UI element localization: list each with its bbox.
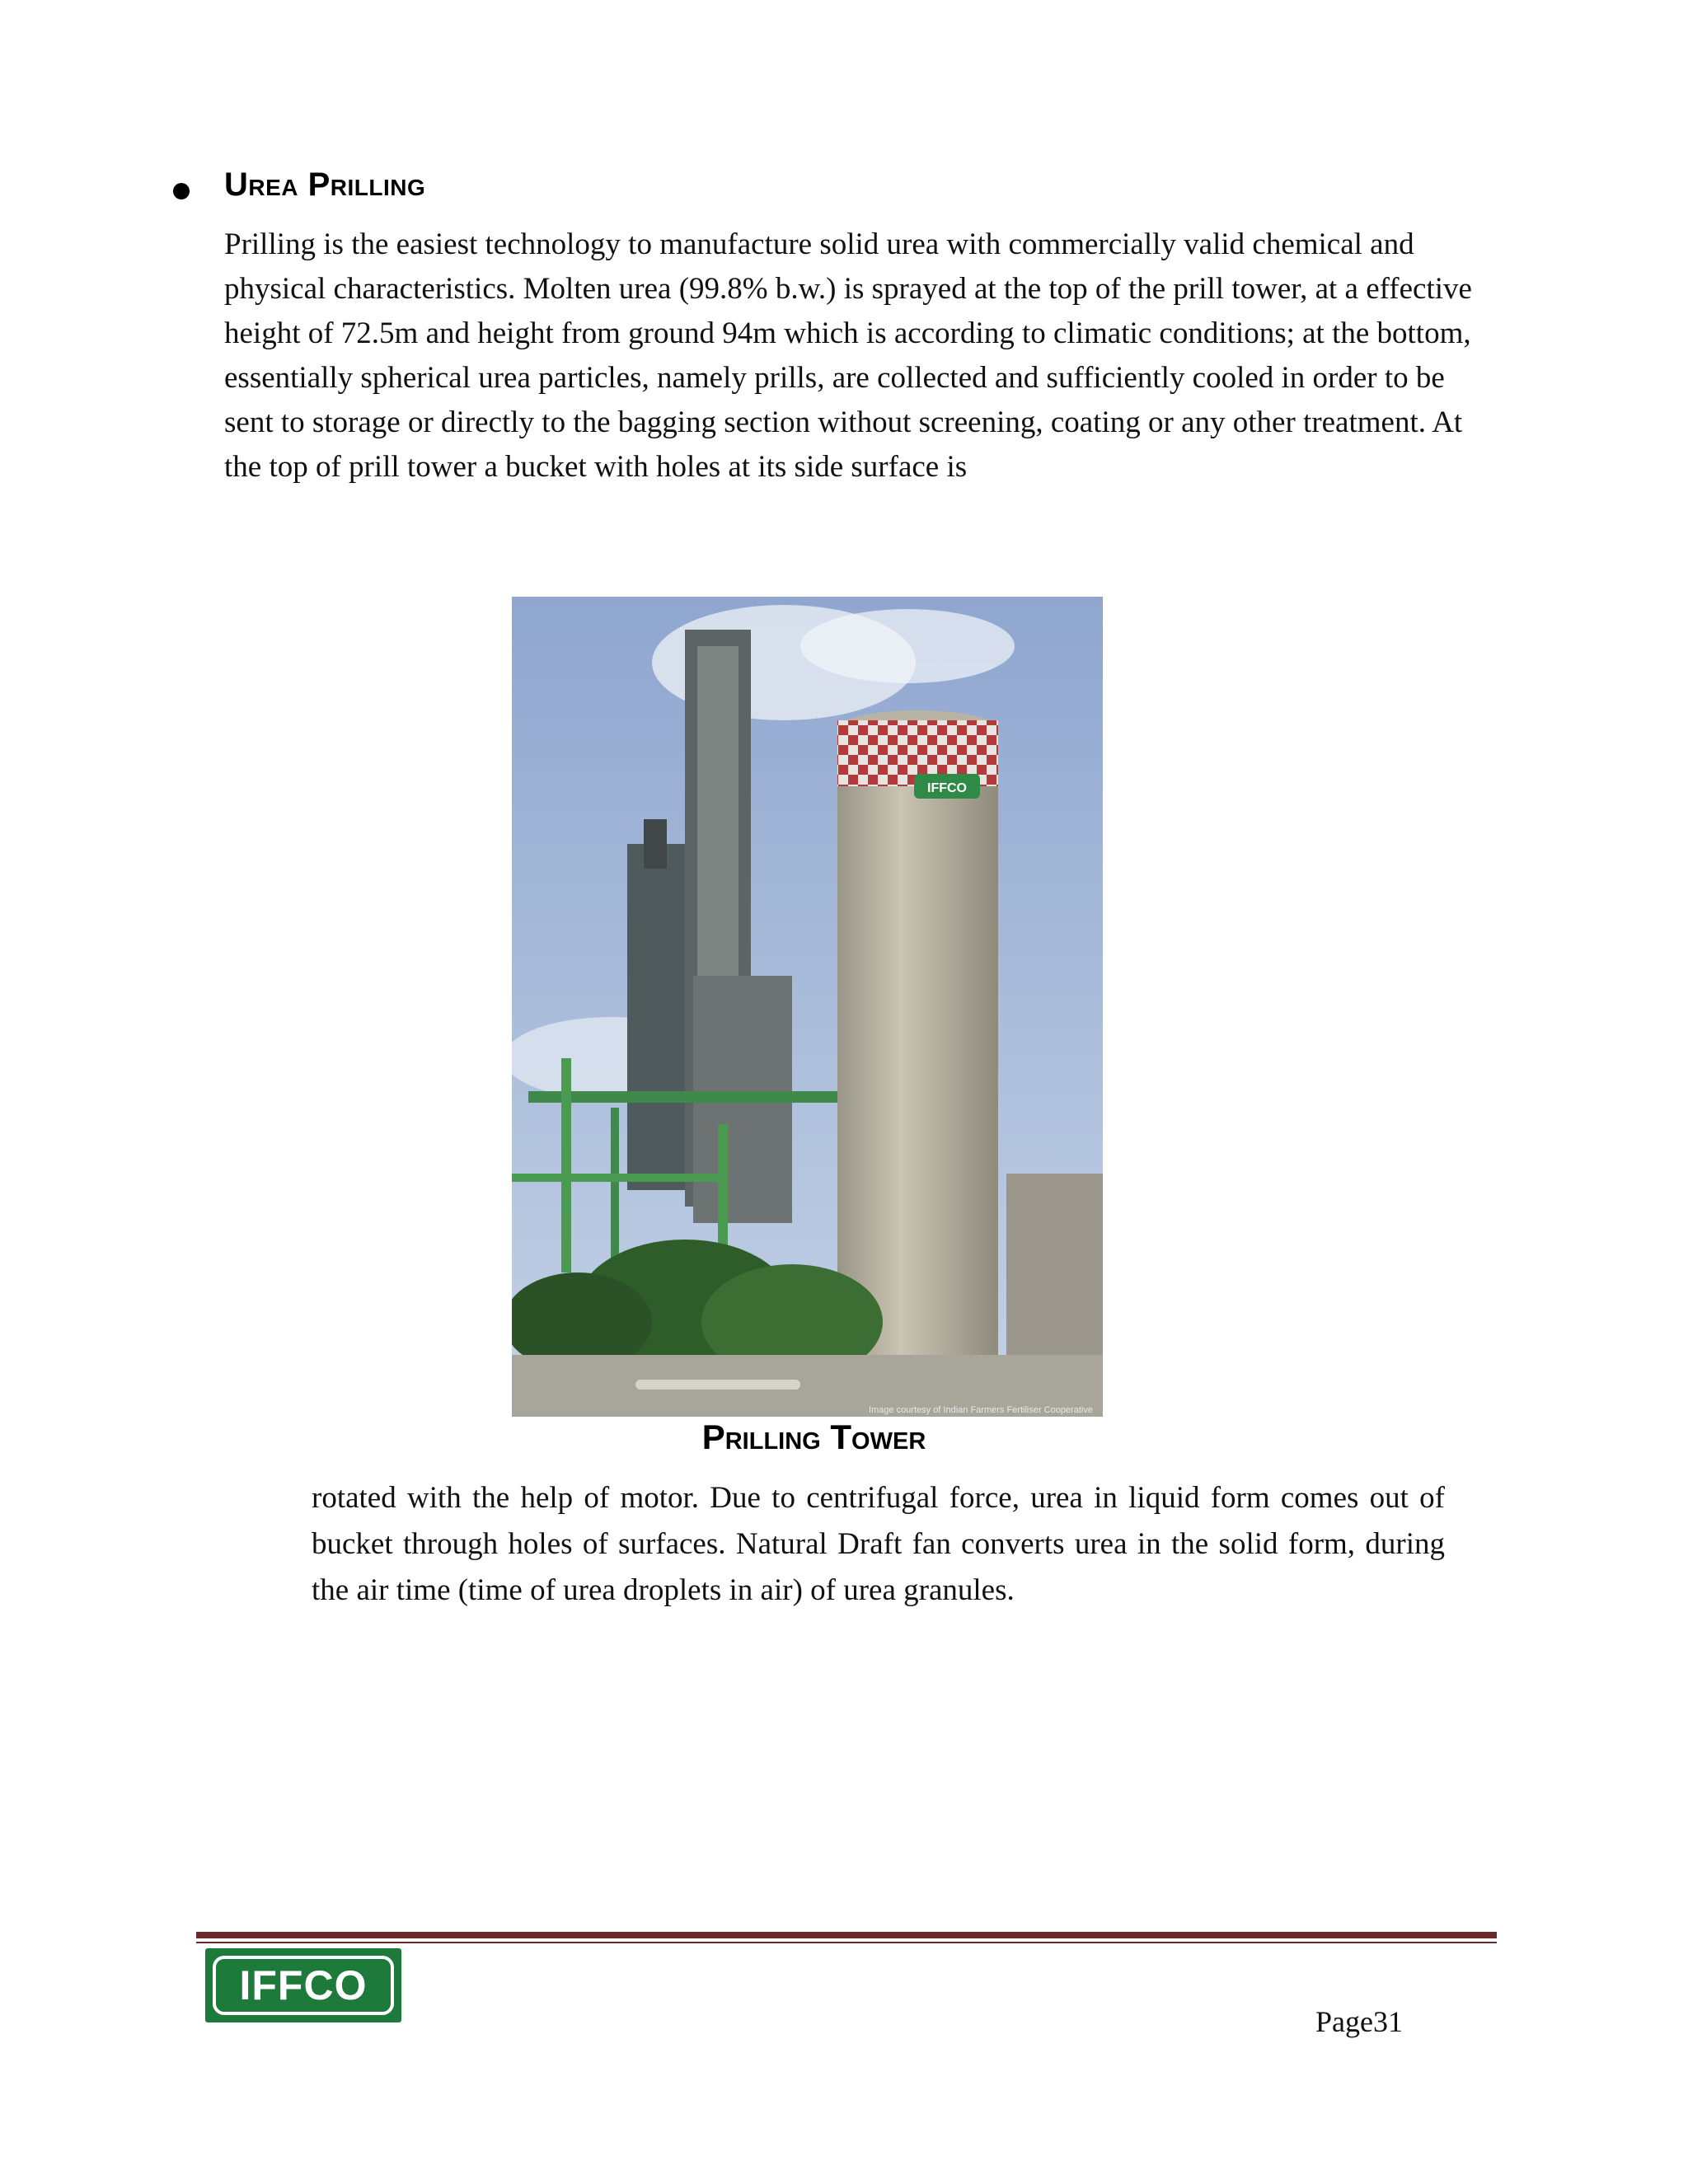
iffco-logo xyxy=(205,1948,401,2022)
section-heading: Urea Prilling xyxy=(224,166,426,203)
prilling-tower-photo xyxy=(512,597,1103,1417)
footer-rule-thin xyxy=(196,1942,1497,1943)
list-bullet xyxy=(173,183,190,199)
photo-credit: Image courtesy of Indian Farmers Fertiliser Cooperative xyxy=(868,1405,1093,1415)
intro-paragraph: Prilling is the easiest technology to manufacture solid urea with commercially valid chemical and physical characteristics. Molten urea (99.8% b.w.) is sprayed at the top of the prill tower, at a effective height of 72.5m and height from ground 94m which is according to climatic conditions; at the bottom, essentially spherical urea particles, namely prills, are collected and sufficiently cooled in order to be sent to storage or directly to the bagging section without screening, coating or any other treatment. At the top of prill tower a bucket with holes at its side surface is xyxy=(224,227,1472,484)
figure-caption: Prilling Tower xyxy=(701,1418,926,1456)
tower-logo-label: IFFCO xyxy=(927,781,967,795)
continuation-paragraph: rotated with the help of motor. Due to centrifugal force, urea in liquid form comes out of bucket through holes of surfaces. Natural Draft fan converts urea in the solid form, during the air time (time of urea droplets in air) of urea granules. xyxy=(312,1481,1445,1607)
page-number: Page31 xyxy=(1315,2005,1403,2038)
footer-rule xyxy=(196,1932,1497,1938)
logo-frame xyxy=(213,1956,394,2015)
logo-text: IFFCO xyxy=(239,1962,368,2008)
